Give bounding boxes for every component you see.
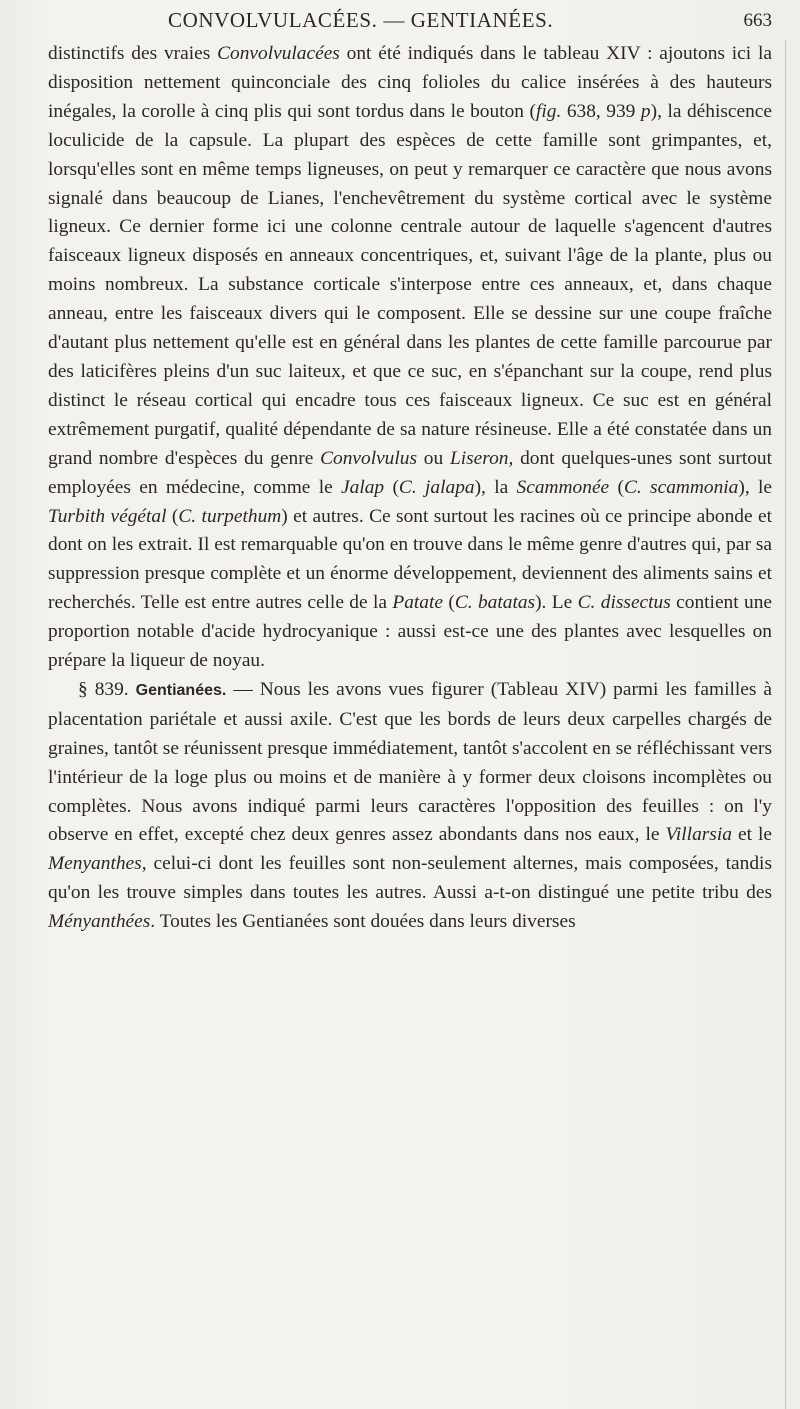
italic-term: Convolvulus: [320, 447, 418, 469]
text-run: (: [442, 592, 455, 614]
italic-term: Convolvulacées: [217, 43, 340, 64]
italic-term: C. batatas: [454, 592, 536, 614]
text-run: ), le: [738, 476, 772, 498]
italic-term: C. dissectus: [577, 592, 671, 614]
text-run: . Toutes les Gentianées sont douées dans leurs diverses: [150, 911, 576, 933]
text-run: ), la: [474, 476, 517, 498]
page-number: 663: [743, 10, 772, 31]
italic-term: C. turpethum: [178, 505, 282, 527]
text-run: (: [166, 505, 179, 527]
text-run: ont été indiqués dans le tableau XIV : ajoutons ici la disposition nettement quinconciale des cinq folioles du calice insérées à des hauteurs inégales, la corolle à cinq plis qui sont tordus dans le bouton (: [48, 43, 772, 122]
text-run: , celui-ci dont les feuilles sont non-seulement alternes, mais composées, tandis qu'on les trouve simples dans toutes les autres. Aussi a-t-on distingué une petite tribu des: [48, 853, 772, 904]
text-run: — Nous les avons vues figurer (Tableau XIV) parmi les familles à placentation pariétale et aussi axile. C'est que les bords de leurs deux carpelles chargés de graines, tantôt se réunissent presque immédiatement, tantôt s'accolent en se réfléchissant vers l'intérieur de la loge plus ou moins et de manière à y former deux cloisons incomplètes ou complètes. Nous avons indiqué parmi leurs caractères l'opposition des feuilles : on l'y observe en effet, excepté chez deux genres assez abondants dans nos eaux, le: [48, 678, 772, 846]
text-run: et le: [731, 824, 772, 846]
body-text: [48, 40, 772, 937]
italic-term: Liseron,: [449, 447, 514, 469]
italic-term: Ményanthées: [48, 911, 151, 933]
text-run: 638, 939: [561, 100, 641, 122]
italic-term: Villarsia: [665, 824, 732, 846]
italic-term: Menyanthes: [48, 853, 142, 875]
text-run: contient une proportion notable d'acide hydrocyanique : aussi est-ce une des plantes avec lesquelles on prépare la liqueur de noyau.: [48, 592, 773, 672]
text-run: ), la déhiscence loculicide de la capsule. La plupart des espèces de cette famille sont grimpantes, et, lorsqu'elles sont en même temps ligneuses, on peut y remarquer ce caractère que nous avons signalé dans beaucoup de Lianes, l'enchevêtrement du système cortical avec le système ligneux. Ce dernier forme ici une colonne centrale autour de laquelle s'agencent d'autres faisceaux ligneux disposés en anneaux concentriques, et, suivant l'âge de la plante, plus ou moins nombreux. La substance corticale s'interpose entre ces anneaux, et, dans chaque anneau, entre les faisceaux divers qui le composent. Elle se dessine sur une coupe fraîche d'autant plus nettement qu'elle est en général dans les plantes de cette famille parcourue par des laticifères pleins d'un suc laiteux, et que ce suc, en s'épanchant sur la coupe, rend plus distinct le réseau cortical qui encadre tous ces faisceaux ligneux. Ce suc est en général extrêmement purgatif, qualité dépendante de sa nature résineuse. Elle a été constatée dans un grand nombre d'espèces du genre: [48, 100, 773, 469]
text-run: ). Le: [535, 592, 578, 614]
paragraph-gentianees: [48, 676, 772, 937]
section-title: Gentianées.: [135, 681, 227, 699]
running-head: CONVOLVULACÉES. — GENTIANÉES.: [168, 8, 554, 32]
section-number: § 839.: [78, 678, 136, 700]
italic-term: C. jalapa: [398, 476, 475, 498]
text-run: distinctifs des vraies: [48, 43, 218, 64]
text-run: (: [384, 476, 399, 498]
text-run: dont quelques-unes sont surtout employées en médecine, comme le: [48, 447, 772, 498]
italic-term: Patate: [392, 592, 443, 614]
italic-term: p: [640, 100, 651, 122]
italic-term: Scammonée: [516, 476, 610, 498]
text-run: (: [609, 476, 624, 498]
italic-term: Turbith végétal: [48, 505, 167, 527]
italic-term: C. scammonia: [623, 476, 739, 498]
italic-term: fig.: [535, 100, 562, 122]
page-header: [0, 8, 800, 42]
text-run: ) et autres. Ce sont surtout les racines où ce principe abonde et dont on les extrait. Il est remarquable qu'on en trouve dans le même genre d'autres qui, par sa suppression presque complète et un énorme développement, deviennent des aliments sains et recherchés. Telle est entre autres celle de la: [48, 505, 772, 614]
page-edge-line: [785, 40, 786, 1409]
paragraph-convolvulacees: [48, 40, 772, 676]
text-run: ou: [417, 447, 450, 469]
italic-term: Jalap: [341, 476, 385, 498]
